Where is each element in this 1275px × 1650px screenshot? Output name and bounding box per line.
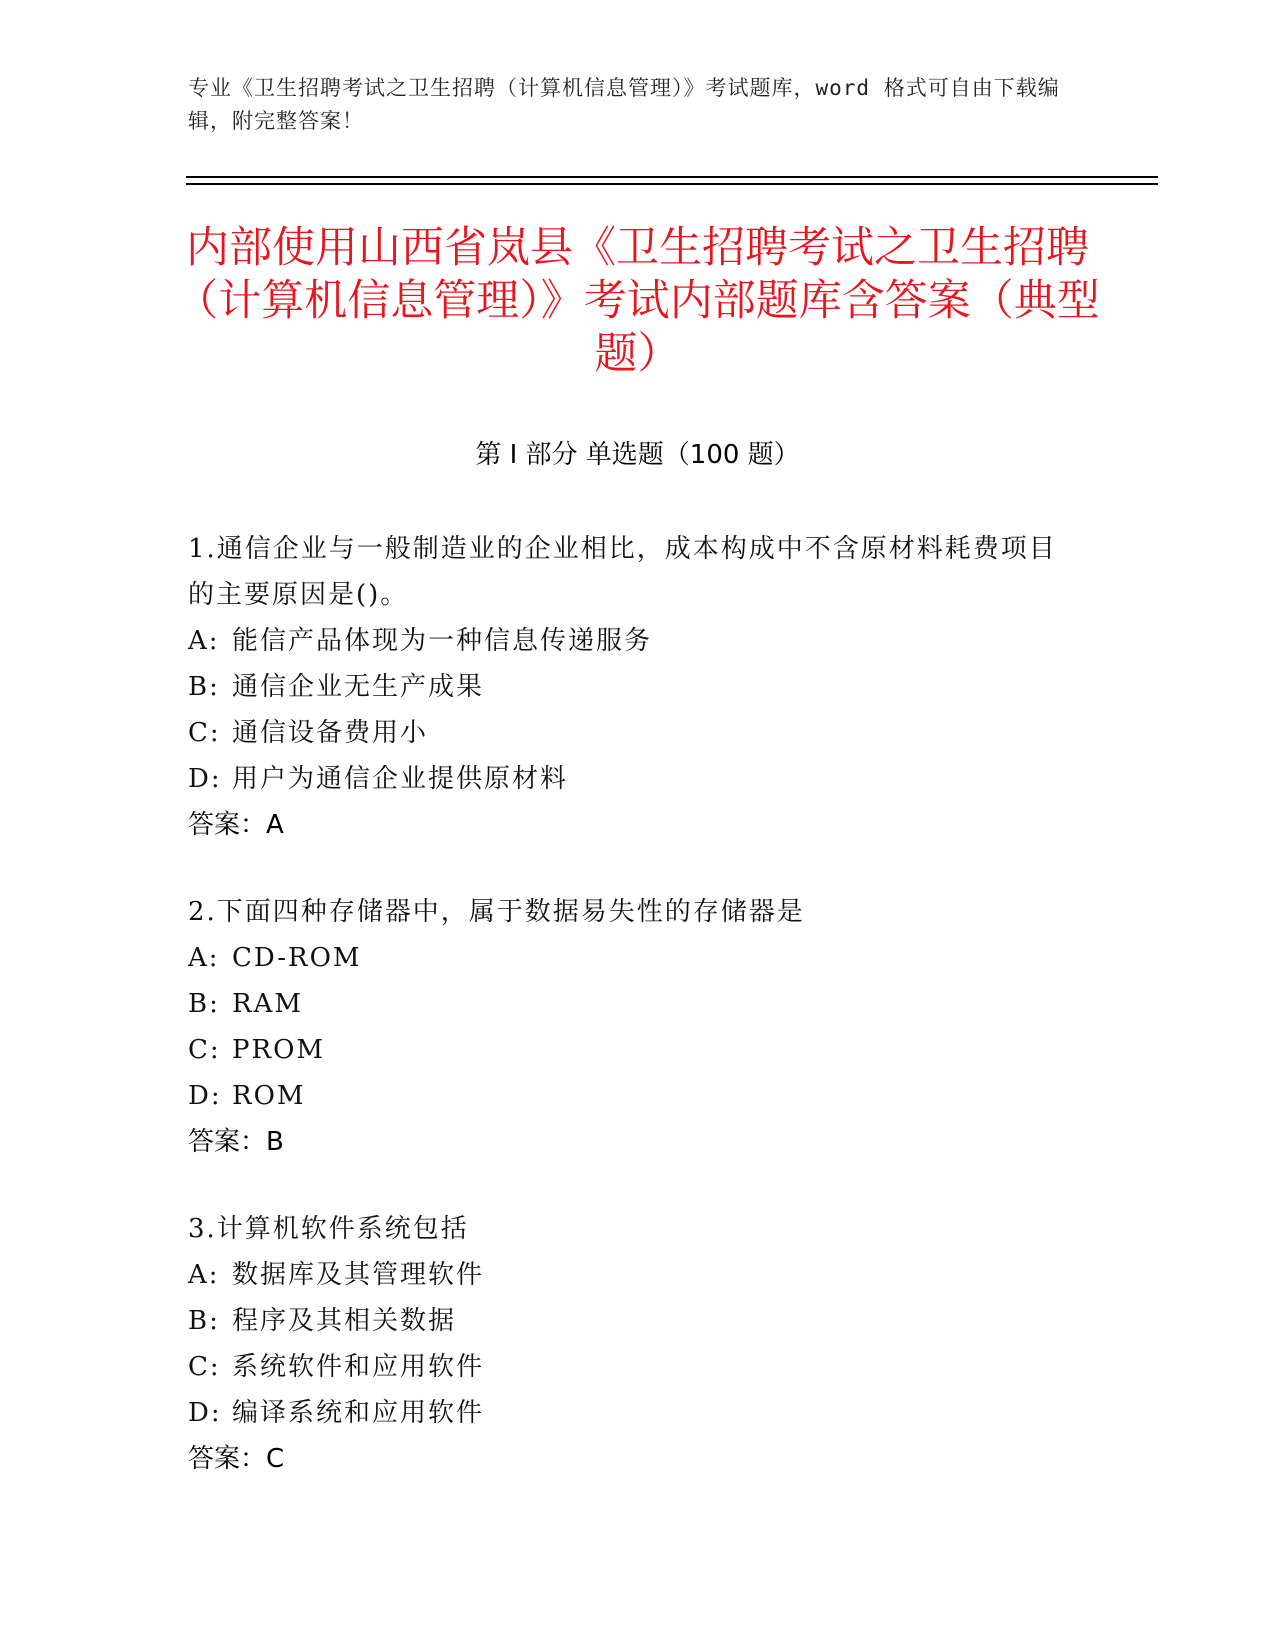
document-title: 内部使用山西省岚县《卫生招聘考试之卫生招聘（计算机信息管理）》考试内部题库含答案（典型题） (175, 223, 1100, 379)
header-note: 专业《卫生招聘考试之卫生招聘（计算机信息管理）》考试题库，word 格式可自由下载编辑，附完整答案！ (188, 76, 1060, 133)
option-letter: B: (188, 989, 220, 1019)
option-text: 编译系统和应用软件 (232, 1398, 485, 1428)
question-1 (188, 526, 1068, 848)
option-letter: B: (188, 672, 220, 702)
option-c (188, 1344, 1068, 1390)
option-d (188, 756, 1068, 802)
option-letter: C: (188, 1035, 221, 1065)
option-text: 系统软件和应用软件 (232, 1352, 485, 1382)
option-d (188, 1073, 1068, 1119)
question-stem: 1.通信企业与一般制造业的企业相比，成本构成中不含原材料耗费项目的主要原因是()。 (188, 534, 1057, 610)
option-text: CD-ROM (232, 943, 362, 973)
option-text: 通信企业无生产成果 (232, 672, 485, 702)
header-divider-top (186, 176, 1158, 178)
answer-line: 答案：A (188, 810, 284, 840)
option-d (188, 1390, 1068, 1436)
section-title: 第 I 部分 单选题（100 题） (475, 440, 800, 470)
option-a (188, 935, 1068, 981)
question-stem: 3.计算机软件系统包括 (188, 1214, 469, 1244)
option-letter: D: (188, 764, 222, 794)
option-text: PROM (232, 1035, 326, 1065)
option-text: 能信产品体现为一种信息传递服务 (232, 626, 653, 656)
option-c (188, 710, 1068, 756)
question-3 (188, 1206, 1068, 1482)
option-text: 用户为通信企业提供原材料 (232, 764, 569, 794)
question-stem: 2.下面四种存储器中，属于数据易失性的存储器是 (188, 897, 805, 927)
option-letter: A: (188, 943, 220, 973)
option-letter: B: (188, 1306, 220, 1336)
header-divider-bottom (186, 183, 1158, 185)
option-b (188, 664, 1068, 710)
question-list (188, 526, 1068, 1523)
option-letter: C: (188, 718, 221, 748)
option-letter: C: (188, 1352, 221, 1382)
option-c (188, 1027, 1068, 1073)
option-letter: A: (188, 626, 220, 656)
option-letter: D: (188, 1398, 222, 1428)
option-text: 程序及其相关数据 (232, 1306, 457, 1336)
option-text: 通信设备费用小 (232, 718, 429, 748)
answer-line: 答案：C (188, 1444, 285, 1474)
option-a (188, 1252, 1068, 1298)
option-b (188, 981, 1068, 1027)
option-letter: D: (188, 1081, 222, 1111)
option-a (188, 618, 1068, 664)
option-text: RAM (232, 989, 303, 1019)
option-text: ROM (232, 1081, 306, 1111)
option-letter: A: (188, 1260, 220, 1290)
answer-line: 答案：B (188, 1127, 284, 1157)
option-text: 数据库及其管理软件 (232, 1260, 485, 1290)
option-b (188, 1298, 1068, 1344)
question-2 (188, 889, 1068, 1165)
